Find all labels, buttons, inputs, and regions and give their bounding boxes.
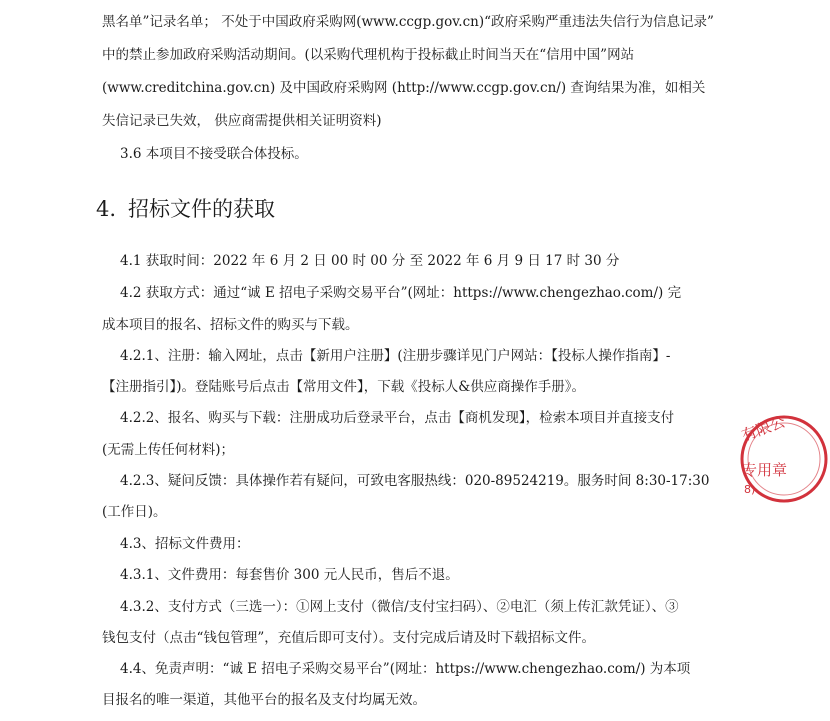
text-line: 4.2.1、注册：输入网址，点击【新用户注册】(注册步骤详见门户网站：【投标人操作指南】- (120, 348, 671, 364)
text-line: 3.6 本项目不接受联合体投标。 (120, 146, 308, 162)
text-line: 4.1 获取时间：2022 年 6 月 2 日 00 时 00 分 至 2022 年 6 月 9 日 17 时 30 分 (120, 253, 620, 269)
seal-text-bottom: 8) (744, 483, 756, 496)
text-line: 4.3.1、文件费用：每套售价 300 元人民币，售后不退。 (120, 567, 459, 583)
text-line: 黑名单”记录名单； 不处于中国政府采购网(www.ccgp.gov.cn)“政府采购严重违法失信行为信息记录” (102, 14, 714, 30)
seal-text-mid: 专用章 (742, 461, 788, 479)
text-line: (工作日)。 (102, 504, 167, 520)
section-title: 招标文件的获取 (128, 197, 276, 221)
section-number: 4. (96, 197, 117, 221)
seal-text-top: 有限公 (739, 412, 788, 445)
text-line: 钱包支付（点击“钱包管理”，充值后即可支付）。支付完成后请及时下载招标文件。 (102, 630, 596, 646)
text-line: 4.2 获取方式：通过“诚 E 招电子采购交易平台”(网址：https://www.chengezhao.com/) 完 (120, 285, 682, 301)
text-line: 4.2.3、疑问反馈：具体操作若有疑问，可致电客服热线：020-89524219。服务时间 8:30-17:30 (120, 473, 710, 489)
text-line: 目报名的唯一渠道，其他平台的报名及支付均属无效。 (102, 692, 426, 708)
text-line: 4.3.2、支付方式（三选一）：①网上支付（微信/支付宝扫码）、②电汇（须上传汇款凭证）、③ (120, 599, 679, 615)
text-line: 失信记录已失效， 供应商需提供相关证明资料) (102, 113, 382, 129)
text-line: 成本项目的报名、招标文件的购买与下载。 (102, 317, 359, 333)
text-line: 中的禁止参加政府采购活动期间。(以采购代理机构于投标截止时间当天在“信用中国”网站 (102, 47, 635, 63)
text-line: 4.4、免责声明：“诚 E 招电子采购交易平台”(网址：https://www.chengezhao.com/) 为本项 (120, 661, 691, 677)
red-seal-stamp (738, 413, 830, 505)
text-line: 4.2.2、报名、购买与下载：注册成功后登录平台，点击【商机发现】，检索本项目并直接支付 (120, 410, 675, 426)
section-heading (96, 196, 275, 222)
text-line: 【注册指引】)。登陆账号后点击【常用文件】，下载《投标人&供应商操作手册》。 (102, 379, 586, 395)
text-line: 4.3、招标文件费用： (120, 536, 250, 552)
text-line: (无需上传任何材料)； (102, 442, 235, 458)
text-line: (www.creditchina.gov.cn) 及中国政府采购网 (http://www.ccgp.gov.cn/) 查询结果为准，如相关 (102, 80, 706, 96)
